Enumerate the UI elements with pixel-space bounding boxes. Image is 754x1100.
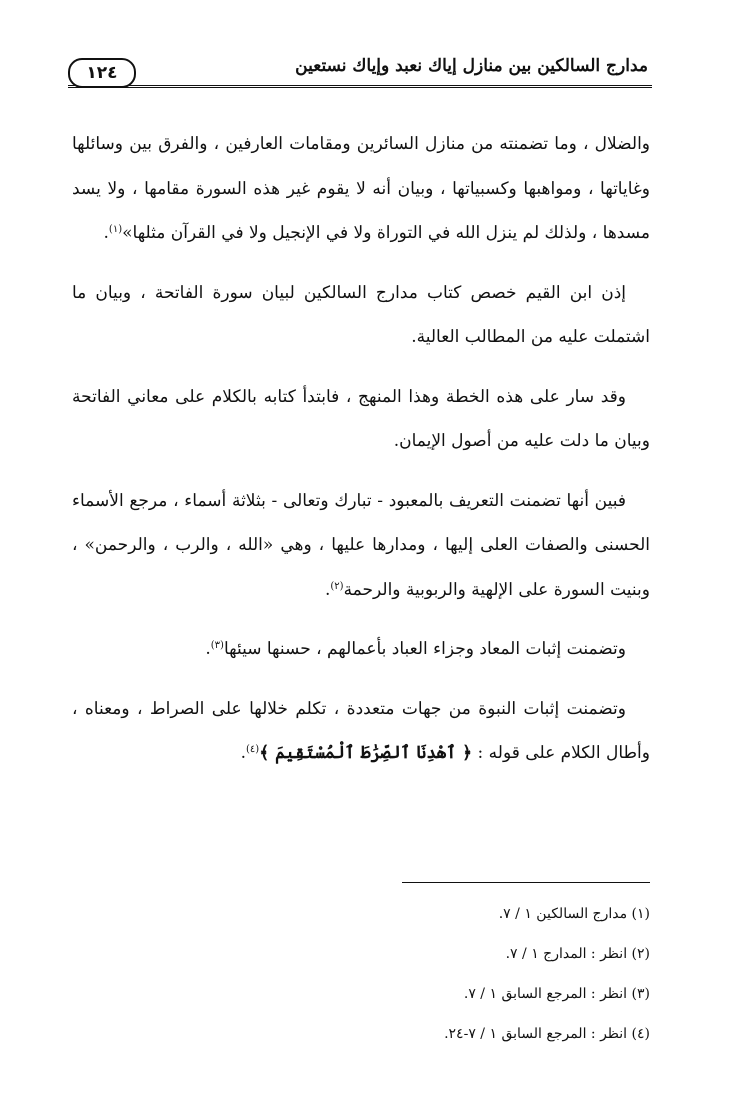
paragraph-text: إذن ابن القيم خصص كتاب مدارج السالكين لبيان سورة الفاتحة ، وبيان ما اشتملت عليه من المطالب العالية. [72, 282, 650, 347]
paragraph-end: . [103, 223, 109, 243]
paragraph-text: وقد سار على هذه الخطة وهذا المنهج ، فابتدأ كتابه بالكلام على معاني الفاتحة وبيان ما دلت عليه من أصول الإيمان. [72, 386, 650, 451]
paragraph-1 [72, 122, 650, 256]
footnote-1: (١) مدارج السالكين ١ / ٧. [498, 906, 650, 922]
paragraph-end: . [324, 579, 331, 600]
paragraph-text: وتضمنت إثبات النبوة من جهات متعددة ، تكلم خلالها على الصراط ، ومعناه ، وأطال الكلام على قوله : [72, 698, 650, 763]
running-title: مدارج السالكين بين منازل إياك نعبد وإياك نستعين [295, 56, 648, 76]
paragraph-text: والضلال ، وما تضمنته من منازل السائرين ومقامات العارفين ، والفرق بين وسائلها وغاياتها ، ومواهبها وكسبياتها ، وبيان أنه لا يقوم غير هذه السورة مقامها ، ولا يسد مسدها ، ولذلك لم ينزل الله في التوراة ولا في الإنجيل ولا في القرآن مثلها» [72, 134, 650, 243]
main-text [72, 122, 650, 791]
footnote-ref-1: (١) [108, 224, 123, 235]
footnotes [72, 900, 650, 1060]
paragraph-2 [72, 271, 650, 360]
paragraph-3 [72, 375, 650, 464]
paragraph-5 [72, 627, 650, 672]
quran-verse: ﴿ ٱهْدِنَا ٱلصِّرَٰطَ ٱلْمُسْتَقِيمَ ﴾ [259, 743, 473, 763]
footnote-ref-4: (٤) [246, 744, 260, 755]
footnote-3: (٣) انظر : المرجع السابق ١ / ٧. [463, 986, 650, 1002]
paragraph-end: . [205, 639, 211, 659]
footnote-ref-2: (٢) [330, 580, 344, 592]
paragraph-text: فبين أنها تضمنت التعريف بالمعبود - تبارك وتعالى - بثلاثة أسماء ، مرجع الأسماء الحسنى والصفات العلى إليها ، ومدارها عليها ، وهي «الله ، والرب ، والرحمن» ، وبنيت السورة على الإلهية والربوبية والرحمة [72, 490, 650, 600]
page-number: ١٢٤ [68, 58, 136, 88]
footnote-4: (٤) انظر : المرجع السابق ١ / ٧-٢٤. [444, 1026, 650, 1042]
paragraph-4 [72, 479, 650, 613]
header-rule [68, 85, 652, 88]
paragraph-text: وتضمنت إثبات المعاد وجزاء العباد بأعمالهم ، حسنها سيئها [223, 639, 626, 659]
running-header [68, 52, 652, 92]
paragraph-6 [72, 687, 650, 776]
footnote-ref-3: (٣) [210, 640, 224, 651]
paragraph-end: . [240, 743, 247, 763]
footnote-separator [402, 882, 650, 883]
footnote-2: (٢) انظر : المدارج ١ / ٧. [505, 946, 650, 962]
